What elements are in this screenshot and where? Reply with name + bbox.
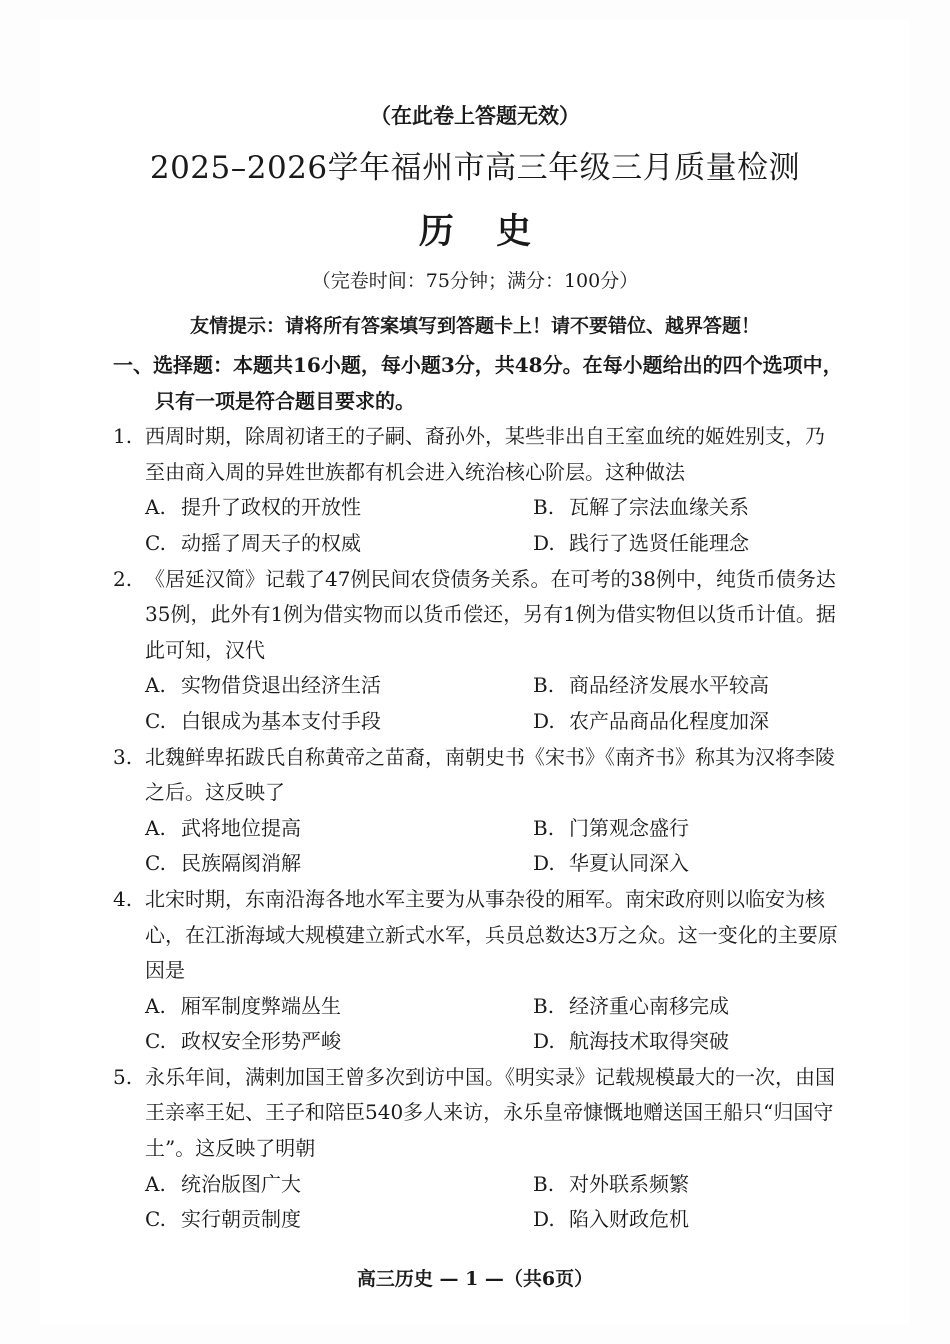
option-letter: C. bbox=[145, 1029, 166, 1054]
option-c bbox=[145, 704, 533, 740]
option-letter: A. bbox=[145, 815, 166, 840]
option-text: 政权安全形势严峻 bbox=[181, 1029, 341, 1054]
question-stem bbox=[113, 562, 903, 598]
options bbox=[113, 989, 903, 1060]
question-4 bbox=[113, 882, 903, 1060]
question-text: 之后。这反映了 bbox=[145, 780, 285, 805]
question-3 bbox=[113, 740, 903, 882]
option-letter: C. bbox=[145, 1207, 166, 1232]
option-d bbox=[533, 1202, 921, 1238]
question-2 bbox=[113, 562, 903, 740]
option-text: 提升了政权的开放性 bbox=[181, 495, 361, 520]
question-text: 北魏鲜卑拓跋氏自称黄帝之苗裔，南朝史书《宋书》《南齐书》称其为汉将李陵 bbox=[145, 744, 835, 769]
exam-body bbox=[113, 348, 903, 1238]
question-text: 土”。这反映了明朝 bbox=[145, 1136, 316, 1161]
option-letter: D. bbox=[533, 708, 555, 733]
option-text: 瓦解了宗法血缘关系 bbox=[569, 495, 749, 520]
option-a bbox=[145, 989, 533, 1025]
question-text: 西周时期，除周初诸王的子嗣、裔孙外，某些非出自王室血统的姬姓别支，乃 bbox=[145, 424, 825, 449]
option-text: 厢军制度弊端丛生 bbox=[181, 993, 341, 1018]
option-b bbox=[533, 811, 921, 847]
option-text: 实物借贷退出经济生活 bbox=[181, 673, 381, 698]
option-text: 农产品商品化程度加深 bbox=[569, 708, 769, 733]
options bbox=[113, 1167, 903, 1238]
option-text: 践行了选贤任能理念 bbox=[569, 530, 749, 555]
option-letter: A. bbox=[145, 1171, 166, 1196]
option-letter: D. bbox=[533, 1207, 555, 1232]
option-c bbox=[145, 526, 533, 562]
option-text: 民族隔阂消解 bbox=[181, 851, 301, 876]
option-c bbox=[145, 1024, 533, 1060]
option-b bbox=[533, 989, 921, 1025]
option-b bbox=[533, 1167, 921, 1203]
page-footer: 高三历史 — 1 —（共6页） bbox=[356, 1268, 594, 1290]
option-text: 实行朝贡制度 bbox=[181, 1207, 301, 1232]
option-text: 对外联系频繁 bbox=[569, 1171, 689, 1196]
option-d bbox=[533, 1024, 921, 1060]
option-letter: B. bbox=[533, 673, 555, 698]
option-text: 陷入财政危机 bbox=[569, 1207, 689, 1232]
option-letter: B. bbox=[533, 495, 555, 520]
question-text: 因是 bbox=[145, 958, 185, 983]
time-info: （完卷时间：75分钟；满分：100分） bbox=[311, 270, 639, 292]
option-letter: A. bbox=[145, 673, 166, 698]
options bbox=[113, 490, 903, 561]
question-stem-cont bbox=[113, 1131, 903, 1167]
question-text: 至由商入周的异姓世族都有机会进入统治核心阶层。这种做法 bbox=[145, 459, 685, 484]
option-c bbox=[145, 846, 533, 882]
option-text: 统治版图广大 bbox=[181, 1171, 301, 1196]
question-text: 35例，此外有1例为借实物而以货币偿还，另有1例为借实物但以货币计值。据 bbox=[145, 602, 836, 627]
option-letter: B. bbox=[533, 993, 555, 1018]
option-text: 武将地位提高 bbox=[181, 815, 301, 840]
option-letter: D. bbox=[533, 851, 555, 876]
option-text: 航海技术取得突破 bbox=[569, 1029, 729, 1054]
option-letter: C. bbox=[145, 851, 166, 876]
question-number: 3. bbox=[113, 744, 133, 769]
question-number: 2. bbox=[113, 566, 133, 591]
question-stem bbox=[113, 882, 903, 918]
option-b bbox=[533, 490, 921, 526]
section-heading: 一、选择题：本题共16小题，每小题3分，共48分。在每小题给出的四个选项中， bbox=[113, 353, 843, 377]
options bbox=[113, 811, 903, 882]
option-text: 商品经济发展水平较高 bbox=[569, 673, 769, 698]
question-1 bbox=[113, 419, 903, 561]
question-stem bbox=[113, 740, 903, 776]
option-text: 动摇了周天子的权威 bbox=[181, 530, 361, 555]
question-stem-cont bbox=[113, 633, 903, 669]
option-a bbox=[145, 490, 533, 526]
question-text: 王亲率王妃、王子和陪臣540多人来访，永乐皇帝慷慨地赠送国王船只“归国守 bbox=[145, 1100, 834, 1125]
option-b bbox=[533, 668, 921, 704]
question-number: 1. bbox=[113, 424, 133, 449]
option-letter: C. bbox=[145, 530, 166, 555]
option-text: 门第观念盛行 bbox=[569, 815, 689, 840]
question-number: 5. bbox=[113, 1064, 133, 1089]
question-text: 此可知，汉代 bbox=[145, 637, 265, 662]
question-stem bbox=[113, 1060, 903, 1096]
question-text: 北宋时期，东南沿海各地水军主要为从事杂役的厢军。南宋政府则以临安为核 bbox=[145, 886, 825, 911]
subject-title: 历 史 bbox=[418, 211, 532, 252]
question-stem-cont bbox=[113, 597, 903, 633]
question-5 bbox=[113, 1060, 903, 1238]
question-number: 4. bbox=[113, 886, 133, 911]
option-d bbox=[533, 526, 921, 562]
option-letter: C. bbox=[145, 708, 166, 733]
question-stem-cont bbox=[113, 918, 903, 954]
question-text: 心，在江浙海域大规模建立新式水军，兵员总数达3万之众。这一变化的主要原 bbox=[145, 922, 838, 947]
question-stem-cont bbox=[113, 775, 903, 811]
invalid-notice: （在此卷上答题无效） bbox=[370, 103, 580, 128]
option-letter: B. bbox=[533, 815, 555, 840]
option-letter: D. bbox=[533, 530, 555, 555]
option-a bbox=[145, 1167, 533, 1203]
option-text: 白银成为基本支付手段 bbox=[181, 708, 381, 733]
option-letter: A. bbox=[145, 495, 166, 520]
section-heading-cont: 只有一项是符合题目要求的。 bbox=[155, 388, 415, 413]
question-stem-cont bbox=[113, 953, 903, 989]
question-text: 《居延汉简》记载了47例民间农贷债务关系。在可考的38例中，纯货币债务达 bbox=[145, 566, 836, 591]
option-a bbox=[145, 668, 533, 704]
option-text: 经济重心南移完成 bbox=[569, 993, 729, 1018]
option-d bbox=[533, 704, 921, 740]
question-stem-cont bbox=[113, 455, 903, 491]
options bbox=[113, 668, 903, 739]
option-c bbox=[145, 1202, 533, 1238]
question-stem bbox=[113, 419, 903, 455]
option-text: 华夏认同深入 bbox=[569, 851, 689, 876]
option-a bbox=[145, 811, 533, 847]
question-stem-cont bbox=[113, 1095, 903, 1131]
option-letter: A. bbox=[145, 993, 166, 1018]
question-text: 永乐年间，满剌加国王曾多次到访中国。《明实录》记载规模最大的一次，由国 bbox=[145, 1064, 835, 1089]
option-d bbox=[533, 846, 921, 882]
option-letter: B. bbox=[533, 1171, 555, 1196]
friendly-tip: 友情提示：请将所有答案填写到答题卡上！请不要错位、越界答题！ bbox=[189, 315, 760, 337]
exam-title: 2025–2026学年福州市高三年级三月质量检测 bbox=[149, 150, 801, 186]
option-letter: D. bbox=[533, 1029, 555, 1054]
